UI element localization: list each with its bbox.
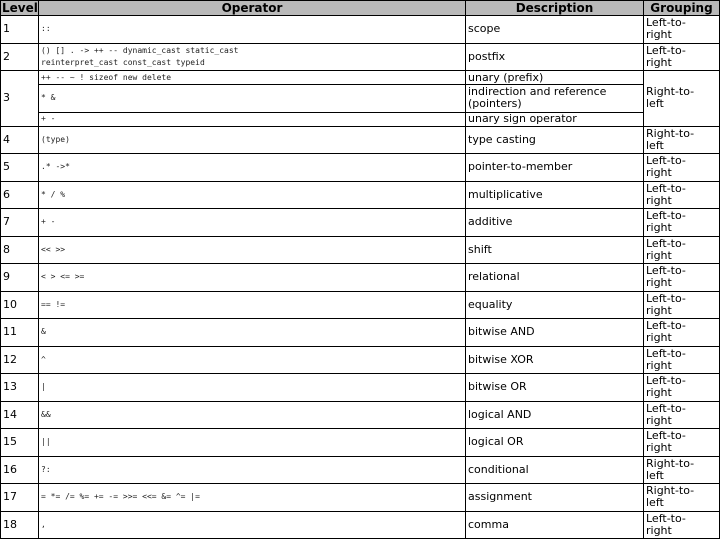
operator-cell: << >> bbox=[39, 236, 466, 264]
level-cell: 12 bbox=[1, 346, 39, 374]
operator-cell: ?: bbox=[39, 456, 466, 484]
grouping-cell: Left-to- right bbox=[644, 181, 720, 209]
operator-cell: * & bbox=[39, 85, 466, 113]
description-cell: equality bbox=[466, 291, 644, 319]
level-cell: 9 bbox=[1, 264, 39, 292]
level-cell: 7 bbox=[1, 209, 39, 237]
operator-cell: (type) bbox=[39, 126, 466, 154]
header-operator: Operator bbox=[39, 1, 466, 16]
description-cell: logical AND bbox=[466, 401, 644, 429]
description-cell: assignment bbox=[466, 484, 644, 512]
table-row bbox=[1, 484, 720, 512]
grouping-cell: Right-to- left bbox=[644, 126, 720, 154]
operator-cell: & bbox=[39, 319, 466, 347]
description-cell: postfix bbox=[466, 43, 644, 71]
operator-cell: && bbox=[39, 401, 466, 429]
grouping-cell: Left-to- right bbox=[644, 291, 720, 319]
operator-cell: == != bbox=[39, 291, 466, 319]
description-cell: indirection and reference (pointers) bbox=[466, 85, 644, 113]
table-row bbox=[1, 401, 720, 429]
description-cell: type casting bbox=[466, 126, 644, 154]
description-cell: multiplicative bbox=[466, 181, 644, 209]
level-cell: 15 bbox=[1, 429, 39, 457]
level-cell: 18 bbox=[1, 511, 39, 539]
level-cell: 8 bbox=[1, 236, 39, 264]
table-row bbox=[1, 154, 720, 182]
table-row bbox=[1, 126, 720, 154]
description-cell: shift bbox=[466, 236, 644, 264]
description-cell: additive bbox=[466, 209, 644, 237]
operator-cell: :: bbox=[39, 16, 466, 44]
level-cell: 10 bbox=[1, 291, 39, 319]
description-cell: bitwise AND bbox=[466, 319, 644, 347]
table-row bbox=[1, 71, 720, 85]
grouping-cell: Left-to- right bbox=[644, 43, 720, 71]
table-row bbox=[1, 85, 720, 113]
operator-cell: || bbox=[39, 429, 466, 457]
grouping-cell: Left-to- right bbox=[644, 401, 720, 429]
header-level: Level bbox=[2, 1, 38, 15]
grouping-cell: Left-to- right bbox=[644, 16, 720, 44]
level-cell: 14 bbox=[1, 401, 39, 429]
level-cell: 1 bbox=[1, 16, 39, 44]
table-row bbox=[1, 319, 720, 347]
description-cell: conditional bbox=[466, 456, 644, 484]
description-cell: relational bbox=[466, 264, 644, 292]
level-cell: 2 bbox=[1, 43, 39, 71]
level-cell: 11 bbox=[1, 319, 39, 347]
level-cell: 4 bbox=[1, 126, 39, 154]
grouping-cell: Left-to- right bbox=[644, 374, 720, 402]
operator-cell: , bbox=[39, 511, 466, 539]
table-row bbox=[1, 346, 720, 374]
level-cell: 3 bbox=[1, 71, 39, 127]
description-cell: comma bbox=[466, 511, 644, 539]
operator-cell: | bbox=[39, 374, 466, 402]
operator-cell: () [] . -> ++ -- dynamic_cast static_cast reinterpret_cast const_cast typeid bbox=[39, 43, 466, 71]
operator-cell: = *= /= %= += -= >>= <<= &= ^= |= bbox=[39, 484, 466, 512]
header-row bbox=[1, 1, 720, 16]
level-cell: 17 bbox=[1, 484, 39, 512]
grouping-cell: Right-to- left bbox=[644, 456, 720, 484]
operator-cell: ^ bbox=[39, 346, 466, 374]
description-cell: bitwise OR bbox=[466, 374, 644, 402]
level-cell: 6 bbox=[1, 181, 39, 209]
operator-cell: * / % bbox=[39, 181, 466, 209]
operator-cell: + - bbox=[39, 112, 466, 126]
grouping-cell: Left-to- right bbox=[644, 511, 720, 539]
table-row bbox=[1, 511, 720, 539]
grouping-cell: Left-to- right bbox=[644, 429, 720, 457]
level-cell: 13 bbox=[1, 374, 39, 402]
table-row bbox=[1, 456, 720, 484]
description-cell: bitwise XOR bbox=[466, 346, 644, 374]
operator-cell: + - bbox=[39, 209, 466, 237]
operator-cell: ++ -- ~ ! sizeof new delete bbox=[39, 71, 466, 85]
grouping-cell: Right-to- left bbox=[644, 484, 720, 512]
description-cell: logical OR bbox=[466, 429, 644, 457]
table-row bbox=[1, 112, 720, 126]
grouping-cell: Right-to- left bbox=[644, 71, 720, 127]
grouping-cell: Left-to- right bbox=[644, 209, 720, 237]
grouping-cell: Left-to- right bbox=[644, 154, 720, 182]
table-row bbox=[1, 291, 720, 319]
level-cell: 5 bbox=[1, 154, 39, 182]
table-row bbox=[1, 16, 720, 44]
table-row bbox=[1, 209, 720, 237]
table-row bbox=[1, 236, 720, 264]
description-cell: pointer-to-member bbox=[466, 154, 644, 182]
description-cell: unary (prefix) bbox=[466, 71, 644, 85]
description-cell: unary sign operator bbox=[466, 112, 644, 126]
header-grouping: Grouping bbox=[644, 1, 720, 16]
grouping-cell: Left-to- right bbox=[644, 319, 720, 347]
grouping-cell: Left-to- right bbox=[644, 346, 720, 374]
table-row bbox=[1, 374, 720, 402]
table-row bbox=[1, 264, 720, 292]
grouping-cell: Left-to- right bbox=[644, 236, 720, 264]
grouping-cell: Left-to- right bbox=[644, 264, 720, 292]
description-cell: scope bbox=[466, 16, 644, 44]
level-cell: 16 bbox=[1, 456, 39, 484]
table-row bbox=[1, 43, 720, 71]
table-row bbox=[1, 181, 720, 209]
operator-cell: .* ->* bbox=[39, 154, 466, 182]
operator-cell: < > <= >= bbox=[39, 264, 466, 292]
header-description: Description bbox=[466, 1, 644, 16]
table-row bbox=[1, 429, 720, 457]
